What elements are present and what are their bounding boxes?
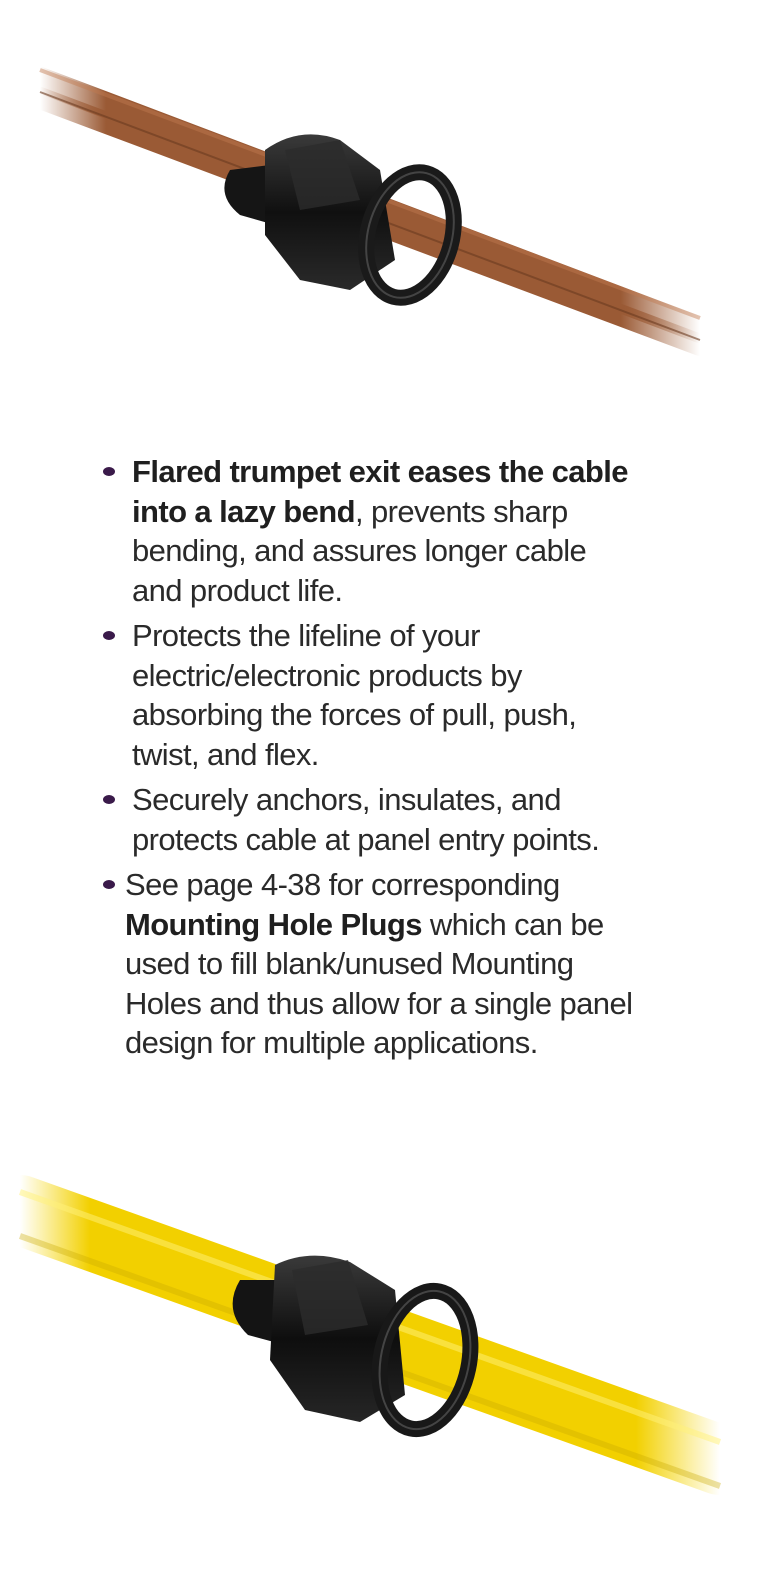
- feature-bullet-mounting-hole-plugs: [100, 865, 700, 1063]
- feature-bullet-protects-lifeline: [100, 616, 700, 774]
- bullet-line: Holes and thus allow for a single panel: [125, 985, 633, 1021]
- bullet-line: and product life.: [132, 572, 343, 608]
- bullet-line: bending, and assures longer cable: [132, 533, 587, 568]
- bullet-line: protects cable at panel entry points.: [132, 821, 600, 857]
- bullet-line: used to fill blank/unused Mounting: [125, 946, 574, 981]
- feature-bullet-anchors: [100, 780, 700, 859]
- bullet-line: electric/electronic products by: [132, 657, 522, 693]
- yellow-cable-photo: [0, 1130, 780, 1593]
- brown-cable-photo: [0, 0, 780, 400]
- bullet-line: Mounting Hole Plugs which can be: [125, 906, 604, 942]
- feature-list: [100, 452, 700, 1069]
- feature-bullet-trumpet-exit: [100, 452, 700, 610]
- bullet-line: Protects the lifeline of your: [132, 618, 480, 653]
- bullet-line: Securely anchors, insulates, and: [132, 782, 561, 817]
- bullet-line: design for multiple applications.: [125, 1025, 538, 1060]
- bullet-line: absorbing the forces of pull, push,: [132, 697, 577, 732]
- bullet-line: See page 4-38 for corresponding: [125, 867, 560, 902]
- bullet-line: Flared trumpet exit eases the cable: [132, 454, 628, 489]
- bullet-line: twist, and flex.: [132, 736, 319, 772]
- bullet-line: into a lazy bend, prevents sharp: [132, 493, 568, 529]
